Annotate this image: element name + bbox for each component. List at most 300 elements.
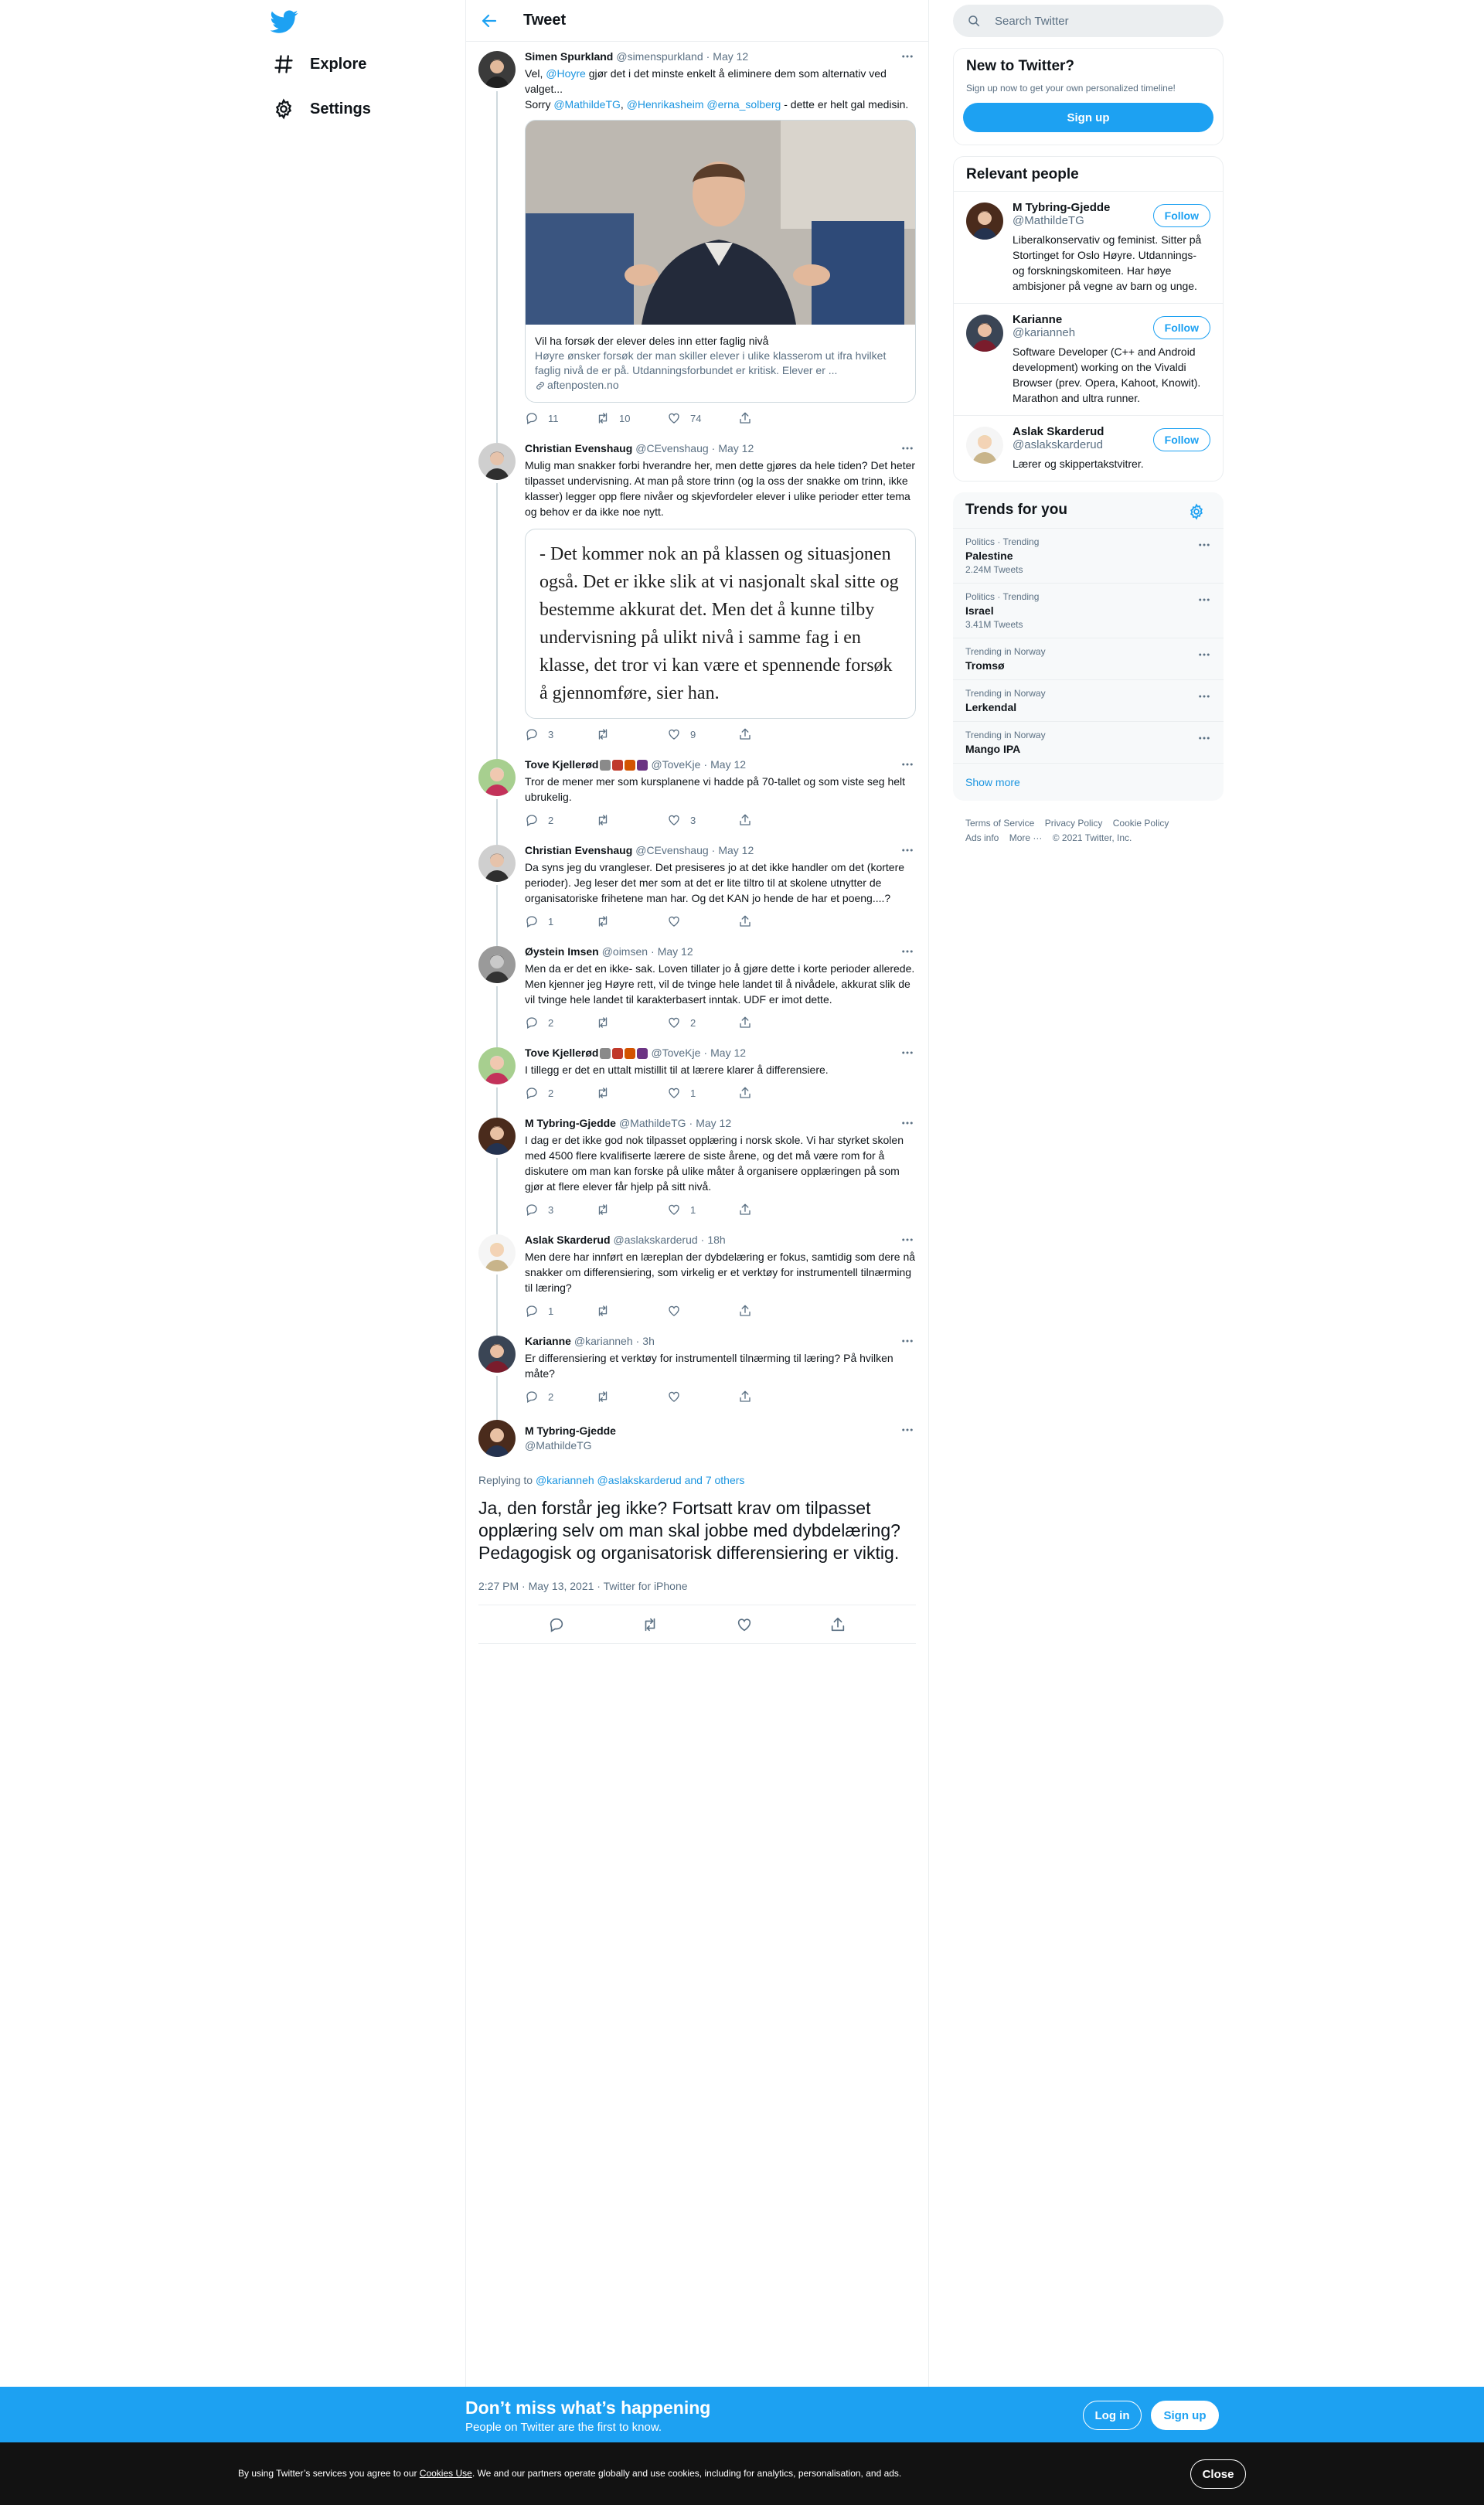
- nav-settings[interactable]: [273, 90, 371, 128]
- reply-count: 2: [548, 814, 554, 826]
- author-handle[interactable]: @MathildeTG: [618, 1117, 686, 1129]
- login-bar-subtitle: People on Twitter are the first to know.: [465, 2421, 662, 2434]
- emoji-icon: [637, 760, 648, 771]
- tweet-text-part: Vel,: [525, 67, 546, 80]
- avatar[interactable]: [478, 845, 516, 882]
- tweet-text-part: Er differensiering et verktøy for instrumentell tilnærming til læring? På hvilken måte?: [525, 1352, 893, 1380]
- share-button[interactable]: [738, 1303, 809, 1319]
- tweet[interactable]: [466, 434, 928, 750]
- tweet[interactable]: [466, 1108, 928, 1225]
- tweet-actions: [525, 1202, 916, 1217]
- tweet-text: [525, 1350, 916, 1381]
- like-icon: [667, 411, 681, 425]
- retweet-button[interactable]: [596, 1389, 667, 1404]
- gear-icon: [273, 98, 294, 120]
- more-icon[interactable]: [900, 1334, 914, 1348]
- retweet-icon: [596, 1086, 610, 1100]
- quote-image[interactable]: - Det kommer nok an på klassen og situasjonen også. Det er ikke slik at vi nasjonalt skal sitte og bestemme akkurat det. Men det å kunne tilby undervisning på ulikt nivå i samme fag i en klasse, det tror vi kan være et spennende forsøk å gjennomføre, sier han.: [525, 529, 916, 719]
- focal-tweet: [466, 1412, 928, 1644]
- more-icon[interactable]: [1197, 593, 1211, 607]
- more-icon[interactable]: [1197, 648, 1211, 662]
- replying-to: [478, 1474, 916, 1486]
- card-body: [526, 325, 915, 402]
- retweet-button[interactable]: [596, 1085, 667, 1101]
- more-icon[interactable]: [900, 49, 914, 63]
- tweet-text-part: ,: [620, 98, 627, 111]
- tweet-text-part: Mulig man snakker forbi hverandre her, men dette gjøres da hele tiden? Det heter tilpasset undervisning. At man på store trinn (og la oss der snakke om trinn, ikke klasser) legger opp flere nivåer og skjevfordeler elever i ulike perioder etter tema og behov er da ikke noe nytt.: [525, 459, 916, 518]
- reply-icon[interactable]: [548, 1616, 565, 1633]
- focal-actions: [478, 1605, 916, 1644]
- person-card[interactable]: [954, 192, 1223, 303]
- share-icon: [738, 1390, 752, 1404]
- author-name[interactable]: Christian Evenshaug: [525, 442, 633, 454]
- retweet-button[interactable]: [596, 410, 667, 426]
- trend-count: 2.24M Tweets: [965, 564, 1023, 575]
- tweet-header: [525, 441, 916, 456]
- reply-count: 2: [548, 1016, 554, 1029]
- person-card[interactable]: [954, 415, 1223, 481]
- footer-privacy[interactable]: Privacy Policy: [1044, 818, 1103, 829]
- link-card[interactable]: [525, 120, 916, 403]
- more-icon[interactable]: [900, 944, 914, 958]
- tweet-time[interactable]: May 12: [718, 442, 754, 454]
- more-icon[interactable]: [900, 441, 914, 455]
- card-domain: aftenposten.no: [547, 379, 619, 391]
- thread-line: [496, 483, 498, 759]
- author-name[interactable]: Tove Kjellerød: [525, 1047, 599, 1059]
- focal-timestamp[interactable]: 2:27 PM · May 13, 2021 · Twitter for iPhone: [478, 1580, 916, 1605]
- mention-link[interactable]: @MathildeTG: [553, 98, 621, 111]
- share-icon: [738, 813, 752, 827]
- focal-tweet-text: Ja, den forstår jeg ikke? Fortsatt krav om tilpasset opplæring selv om man skal jobbe med dybdelæring? Pedagogisk og organisatorisk differensiering er viktig.: [478, 1498, 900, 1563]
- avatar[interactable]: [478, 1336, 516, 1373]
- page-title: Tweet: [523, 12, 567, 29]
- footer-terms[interactable]: Terms of Service: [965, 818, 1035, 829]
- author-name[interactable]: M Tybring-Gjedde: [525, 1117, 616, 1129]
- emoji-icon: [625, 1048, 635, 1059]
- author-name[interactable]: Aslak Skarderud: [525, 1234, 611, 1246]
- avatar[interactable]: [966, 427, 1003, 464]
- person-card[interactable]: [954, 303, 1223, 415]
- reply-count: 1: [548, 915, 554, 927]
- trend-item[interactable]: [953, 721, 1224, 763]
- author-handle[interactable]: @oimsen: [601, 945, 648, 958]
- like-count: 1: [690, 1087, 696, 1099]
- search-bar[interactable]: [953, 5, 1224, 37]
- author-name[interactable]: M Tybring-Gjedde: [525, 1424, 616, 1437]
- tweet-time[interactable]: May 12: [657, 945, 693, 958]
- tweet-header: [525, 1116, 916, 1131]
- footer-copyright: © 2021 Twitter, Inc.: [1052, 832, 1132, 843]
- share-icon: [738, 411, 752, 425]
- reply-button[interactable]: [525, 1389, 596, 1404]
- like-count: 9: [690, 728, 696, 740]
- tweet-text-part: Men dere har innført en læreplan der dybdelæring er fokus, samtidig som dere nå snakker om differensiering, som virkelig er et verktøy for instrumentell tilnærming til læring?: [525, 1251, 916, 1294]
- tweet-text-part: I dag er det ikke god nok tilpasset opplæring i norsk skole. Vi har styrket skolen med 4500 flere kvalifiserte lærere de siste årene, og det må være rom for å diskutere om man kan forske på ulike måter å organisere opplæringen på som gjør at flere elever får hjelp på sitt nivå.: [525, 1134, 904, 1193]
- footer-ads-info[interactable]: Ads info: [965, 832, 999, 843]
- replying-prefix: Replying to: [478, 1474, 536, 1486]
- reply-count: 3: [548, 728, 554, 740]
- thread-line: [496, 91, 498, 443]
- retweet-button[interactable]: [596, 1202, 667, 1217]
- card-link: [535, 378, 906, 393]
- share-icon: [738, 1304, 752, 1318]
- tweet-header: [525, 1334, 916, 1349]
- search-icon: [967, 14, 981, 28]
- follow-button[interactable]: Follow: [1153, 204, 1210, 227]
- trend-context: Trending in Norway: [965, 688, 1046, 699]
- retweet-button[interactable]: [596, 1303, 667, 1319]
- tweet-text: [525, 458, 916, 519]
- trend-name: Tromsø: [965, 659, 1005, 672]
- like-icon: [667, 813, 681, 827]
- like-button[interactable]: [667, 1085, 738, 1101]
- people-list: [954, 192, 1223, 481]
- trend-name: Mango IPA: [965, 743, 1021, 755]
- retweet-count: 10: [619, 412, 631, 424]
- author-name[interactable]: Christian Evenshaug: [525, 844, 633, 856]
- tweet-text: [525, 66, 916, 112]
- tweet[interactable]: [466, 750, 928, 836]
- close-cookie-button[interactable]: Close: [1190, 2459, 1246, 2489]
- author-handle[interactable]: @aslakskarderud: [613, 1234, 698, 1246]
- trend-context: Politics · Trending: [965, 536, 1040, 547]
- tweet-actions: [525, 914, 916, 929]
- share-icon: [738, 1086, 752, 1100]
- emoji-icon: [600, 1048, 611, 1059]
- login-bar: [0, 2387, 1484, 2442]
- share-button[interactable]: [738, 812, 809, 828]
- author-handle[interactable]: @MathildeTG: [525, 1439, 592, 1452]
- retweet-icon: [596, 1390, 610, 1404]
- replying-to-link[interactable]: @karianneh @aslakskarderud and 7 others: [535, 1474, 745, 1486]
- share-button[interactable]: [738, 1015, 809, 1030]
- like-button[interactable]: [667, 1389, 738, 1404]
- share-icon: [738, 914, 752, 928]
- avatar[interactable]: [966, 203, 1003, 240]
- avatar[interactable]: [478, 946, 516, 983]
- emoji-icon: [625, 760, 635, 771]
- person-handle[interactable]: @aslakskarderud: [1013, 438, 1103, 451]
- share-button[interactable]: [738, 410, 809, 426]
- like-icon: [667, 1203, 681, 1217]
- tweet-actions: [525, 1015, 916, 1030]
- more-icon[interactable]: [900, 757, 914, 771]
- trend-item[interactable]: [953, 583, 1224, 638]
- reply-button[interactable]: [525, 410, 596, 426]
- tweet-text-part: Men da er det en ikke- sak. Loven tillater jo å gjøre dette i korte perioder allerede. Men kjenner jeg Høyre rett, vil de tvinge hele landet til å nivådele, akkurat slik de vil tvinge hele landet til karakterbasert inntak. UDF er imot dette.: [525, 962, 915, 1006]
- avatar[interactable]: [966, 315, 1003, 352]
- reply-button[interactable]: [525, 812, 596, 828]
- avatar[interactable]: [478, 51, 516, 88]
- tweet-text-part: I tillegg er det en uttalt mistillit til at lærere klarer å differensiere.: [525, 1064, 829, 1076]
- person-bio: Software Developer (C++ and Android development) working on the Vivaldi Browser (prev. Opera, Kahoot, Knowit). Marathon and ultra runner.: [1013, 345, 1201, 404]
- share-button[interactable]: [738, 1389, 809, 1404]
- retweet-icon: [596, 727, 610, 741]
- thread-line: [496, 1158, 498, 1234]
- tweet-actions: [525, 1085, 916, 1101]
- reply-icon: [525, 1304, 539, 1318]
- avatar[interactable]: [478, 1234, 516, 1271]
- reply-icon: [525, 1390, 539, 1404]
- more-icon[interactable]: [900, 1423, 914, 1437]
- share-button[interactable]: [738, 1202, 809, 1217]
- tweet-actions: [525, 727, 916, 742]
- author-name[interactable]: Simen Spurkland: [525, 50, 614, 63]
- author-handle[interactable]: @ToveKje: [651, 758, 701, 771]
- sign-up-button[interactable]: Sign up: [963, 103, 1213, 132]
- trend-item[interactable]: [953, 679, 1224, 721]
- tweet-actions: [525, 812, 916, 828]
- author-handle[interactable]: @CEvenshaug: [635, 442, 709, 454]
- tweet-text-part: gjør det i det minste enkelt å eliminere dem som alternativ ved valget...: [525, 67, 887, 95]
- person-name[interactable]: Aslak Skarderud: [1013, 425, 1104, 438]
- reply-button[interactable]: [525, 1015, 596, 1030]
- follow-button[interactable]: Follow: [1153, 428, 1210, 451]
- tweet-header: [525, 1046, 916, 1060]
- trend-name: Lerkendal: [965, 701, 1017, 713]
- tweet-text: [525, 859, 916, 906]
- tweet[interactable]: [466, 42, 928, 434]
- retweet-button[interactable]: [596, 1015, 667, 1030]
- avatar[interactable]: [478, 443, 516, 480]
- nav-explore-label: Explore: [310, 55, 367, 73]
- like-button[interactable]: [667, 812, 738, 828]
- tweet[interactable]: [466, 1225, 928, 1326]
- author-name[interactable]: Karianne: [525, 1335, 571, 1347]
- cookie-text-after: . We and our partners operate globally and use cookies, including for analytics, personalisation, and ads.: [471, 2468, 902, 2479]
- like-button[interactable]: [667, 410, 738, 426]
- author-name[interactable]: Øystein Imsen: [525, 945, 599, 958]
- page-header: [466, 0, 928, 42]
- tweet-text: [525, 774, 916, 805]
- reply-count: 2: [548, 1390, 554, 1403]
- like-icon: [667, 914, 681, 928]
- share-button[interactable]: [738, 1085, 809, 1101]
- cookie-text-before: By using Twitter’s services you agree to our: [238, 2468, 420, 2479]
- trend-context: Politics · Trending: [965, 591, 1040, 602]
- mention-link[interactable]: @erna_solberg: [706, 98, 781, 111]
- author-handle[interactable]: @karianneh: [574, 1335, 633, 1347]
- new-to-twitter-panel: [953, 48, 1224, 145]
- more-icon[interactable]: [1197, 538, 1211, 552]
- tweet-header: [525, 1233, 916, 1247]
- more-icon[interactable]: [900, 1046, 914, 1060]
- avatar[interactable]: [478, 1118, 516, 1155]
- share-icon[interactable]: [829, 1616, 846, 1633]
- like-icon: [667, 1016, 681, 1030]
- back-arrow-icon[interactable]: [480, 12, 499, 30]
- trend-name: Israel: [965, 604, 994, 617]
- dot-separator: ·: [703, 758, 708, 771]
- gear-icon[interactable]: [1188, 503, 1205, 520]
- dot-separator: ·: [711, 844, 716, 856]
- like-count: 74: [690, 412, 702, 424]
- tweet-time[interactable]: 18h: [707, 1234, 726, 1246]
- relevant-people-panel: [953, 156, 1224, 482]
- tweet-time[interactable]: May 12: [713, 50, 749, 63]
- reply-count: 1: [548, 1305, 554, 1317]
- retweet-icon[interactable]: [642, 1616, 659, 1633]
- card-description: Høyre ønsker forsøk der man skiller elever i ulike klasserom ut ifra hvilket faglig nivå de er på. Utdanningsforbundet er kritisk. Elever er ...: [535, 349, 887, 376]
- share-icon: [738, 1016, 752, 1030]
- tweet[interactable]: [466, 1326, 928, 1412]
- reply-button[interactable]: [525, 1202, 596, 1217]
- retweet-icon: [596, 813, 610, 827]
- like-icon: [667, 1390, 681, 1404]
- tweet-time[interactable]: May 12: [696, 1117, 732, 1129]
- tweet-time[interactable]: May 12: [718, 844, 754, 856]
- footer-more[interactable]: More ···: [1009, 832, 1043, 843]
- follow-button[interactable]: Follow: [1153, 316, 1210, 339]
- tweet-time[interactable]: May 12: [710, 758, 747, 771]
- retweet-icon: [596, 1203, 610, 1217]
- tweet-text: [525, 961, 916, 1007]
- reply-icon: [525, 1086, 539, 1100]
- tweet-actions: [525, 410, 916, 426]
- more-icon[interactable]: [900, 1116, 914, 1130]
- more-icon[interactable]: [900, 843, 914, 857]
- main-column: [465, 0, 929, 2387]
- retweet-icon: [596, 914, 610, 928]
- retweet-button[interactable]: [596, 914, 667, 929]
- tweet-text-part: Da syns jeg du vrangleser. Det presiseres jo at det ikke handler om det (kortere perioder). Jeg leser det mer som at det er lite tiltro til at skolene utnytter de organisatoriske frihetene man har. Og det KAN jo hende de har et poeng....?: [525, 861, 905, 904]
- tweet-text: [525, 1249, 916, 1295]
- like-count: 3: [690, 814, 696, 826]
- reply-icon: [525, 411, 539, 425]
- share-button[interactable]: [738, 914, 809, 929]
- tweet-time[interactable]: 3h: [642, 1335, 655, 1347]
- person-bio: Liberalkonservativ og feminist. Sitter på Stortinget for Oslo Høyre. Utdannings- og forskningskomiteen. Har høye ambisjoner på vegne av barn og unge.: [1013, 233, 1202, 292]
- reply-count: 2: [548, 1087, 554, 1099]
- cookie-banner: [0, 2442, 1484, 2505]
- retweet-icon: [596, 411, 610, 425]
- person-name[interactable]: M Tybring-Gjedde: [1013, 201, 1111, 214]
- tweet-time[interactable]: May 12: [710, 1047, 747, 1059]
- retweet-button[interactable]: [596, 727, 667, 742]
- footer-links: [953, 801, 1224, 861]
- search-input[interactable]: [995, 15, 1196, 28]
- trends-title: Trends for you: [965, 502, 1067, 518]
- link-icon: [535, 380, 546, 391]
- login-bar-title: Don’t miss what’s happening: [465, 2398, 711, 2418]
- tweet[interactable]: [466, 1038, 928, 1108]
- dot-separator: ·: [700, 1234, 705, 1246]
- dot-separator: ·: [689, 1117, 693, 1129]
- like-icon: [667, 1304, 681, 1318]
- share-icon: [738, 1203, 752, 1217]
- reply-button[interactable]: [525, 1303, 596, 1319]
- dot-separator: ·: [703, 1047, 708, 1059]
- more-icon[interactable]: [1197, 689, 1211, 703]
- tweet-text-part: Sorry: [525, 98, 554, 111]
- tweet-actions: [525, 1389, 916, 1404]
- tweet-text: [525, 1132, 916, 1194]
- trends-list: [953, 528, 1224, 763]
- card-image: [526, 121, 915, 325]
- tweet-header: [525, 49, 916, 64]
- footer-cookie[interactable]: Cookie Policy: [1112, 818, 1169, 829]
- person-bio: Lærer og skippertakstvitrer.: [1013, 458, 1144, 470]
- emoji-icon: [612, 1048, 623, 1059]
- like-button[interactable]: [667, 1303, 738, 1319]
- new-panel-subtitle: Sign up now to get your own personalized timeline!: [966, 83, 1176, 94]
- like-icon[interactable]: [736, 1616, 753, 1633]
- tweet-text-part: - dette er helt gal medisin.: [781, 98, 909, 111]
- reply-icon: [525, 1016, 539, 1030]
- trend-count: 3.41M Tweets: [965, 619, 1023, 630]
- dot-separator: ·: [706, 50, 710, 63]
- share-button[interactable]: [738, 727, 809, 742]
- nav-explore[interactable]: [273, 45, 366, 83]
- trend-context: Trending in Norway: [965, 730, 1046, 740]
- reply-button[interactable]: [525, 914, 596, 929]
- reply-count: 11: [548, 412, 559, 424]
- author-name[interactable]: Tove Kjellerød: [525, 758, 599, 771]
- reply-icon: [525, 727, 539, 741]
- author-handle[interactable]: @simenspurkland: [616, 50, 703, 63]
- mention-link[interactable]: @Henrikasheim: [626, 98, 704, 111]
- author-handle[interactable]: @CEvenshaug: [635, 844, 709, 856]
- like-icon: [667, 727, 681, 741]
- tweet-header: [525, 757, 916, 772]
- reply-icon: [525, 1203, 539, 1217]
- avatar[interactable]: [478, 759, 516, 796]
- retweet-button[interactable]: [596, 812, 667, 828]
- dot-separator: ·: [651, 945, 655, 958]
- trends-panel: [953, 492, 1224, 801]
- person-handle[interactable]: @MathildeTG: [1013, 214, 1084, 227]
- reply-button[interactable]: [525, 727, 596, 742]
- trend-item[interactable]: [953, 528, 1224, 583]
- share-icon: [738, 727, 752, 741]
- tweet[interactable]: [466, 937, 928, 1038]
- author-handle[interactable]: @ToveKje: [651, 1047, 701, 1059]
- trend-context: Trending in Norway: [965, 646, 1046, 657]
- dot-separator: ·: [635, 1335, 640, 1347]
- relevant-title: Relevant people: [954, 157, 1223, 192]
- trend-name: Palestine: [965, 550, 1013, 562]
- person-name[interactable]: Karianne: [1013, 313, 1063, 326]
- mention-link[interactable]: @Hoyre: [546, 67, 586, 80]
- sign-up-bar-button[interactable]: Sign up: [1151, 2401, 1219, 2430]
- card-title: Vil ha forsøk der elever deles inn etter faglig nivå: [535, 335, 769, 347]
- avatar[interactable]: [478, 1420, 516, 1457]
- cookies-use-link[interactable]: Cookies Use: [419, 2468, 472, 2479]
- emoji-icon: [600, 760, 611, 771]
- twitter-bird-icon[interactable]: [271, 8, 298, 36]
- reply-icon: [525, 813, 539, 827]
- more-icon[interactable]: [1197, 731, 1211, 745]
- like-button[interactable]: [667, 914, 738, 929]
- tweet[interactable]: [466, 836, 928, 937]
- log-in-button[interactable]: Log in: [1083, 2401, 1142, 2430]
- hashtag-icon: [273, 53, 294, 75]
- more-icon[interactable]: [900, 1233, 914, 1247]
- like-count: 2: [690, 1016, 696, 1029]
- like-button[interactable]: [667, 1202, 738, 1217]
- person-handle[interactable]: @karianneh: [1013, 326, 1076, 339]
- like-button[interactable]: [667, 1015, 738, 1030]
- like-button[interactable]: [667, 727, 738, 742]
- avatar[interactable]: [478, 1047, 516, 1084]
- reply-button[interactable]: [525, 1085, 596, 1101]
- reply-count: 3: [548, 1203, 554, 1216]
- reply-icon: [525, 914, 539, 928]
- trend-item[interactable]: [953, 638, 1224, 679]
- show-more-link[interactable]: Show more: [953, 763, 1224, 801]
- tweet-actions: [525, 1303, 916, 1319]
